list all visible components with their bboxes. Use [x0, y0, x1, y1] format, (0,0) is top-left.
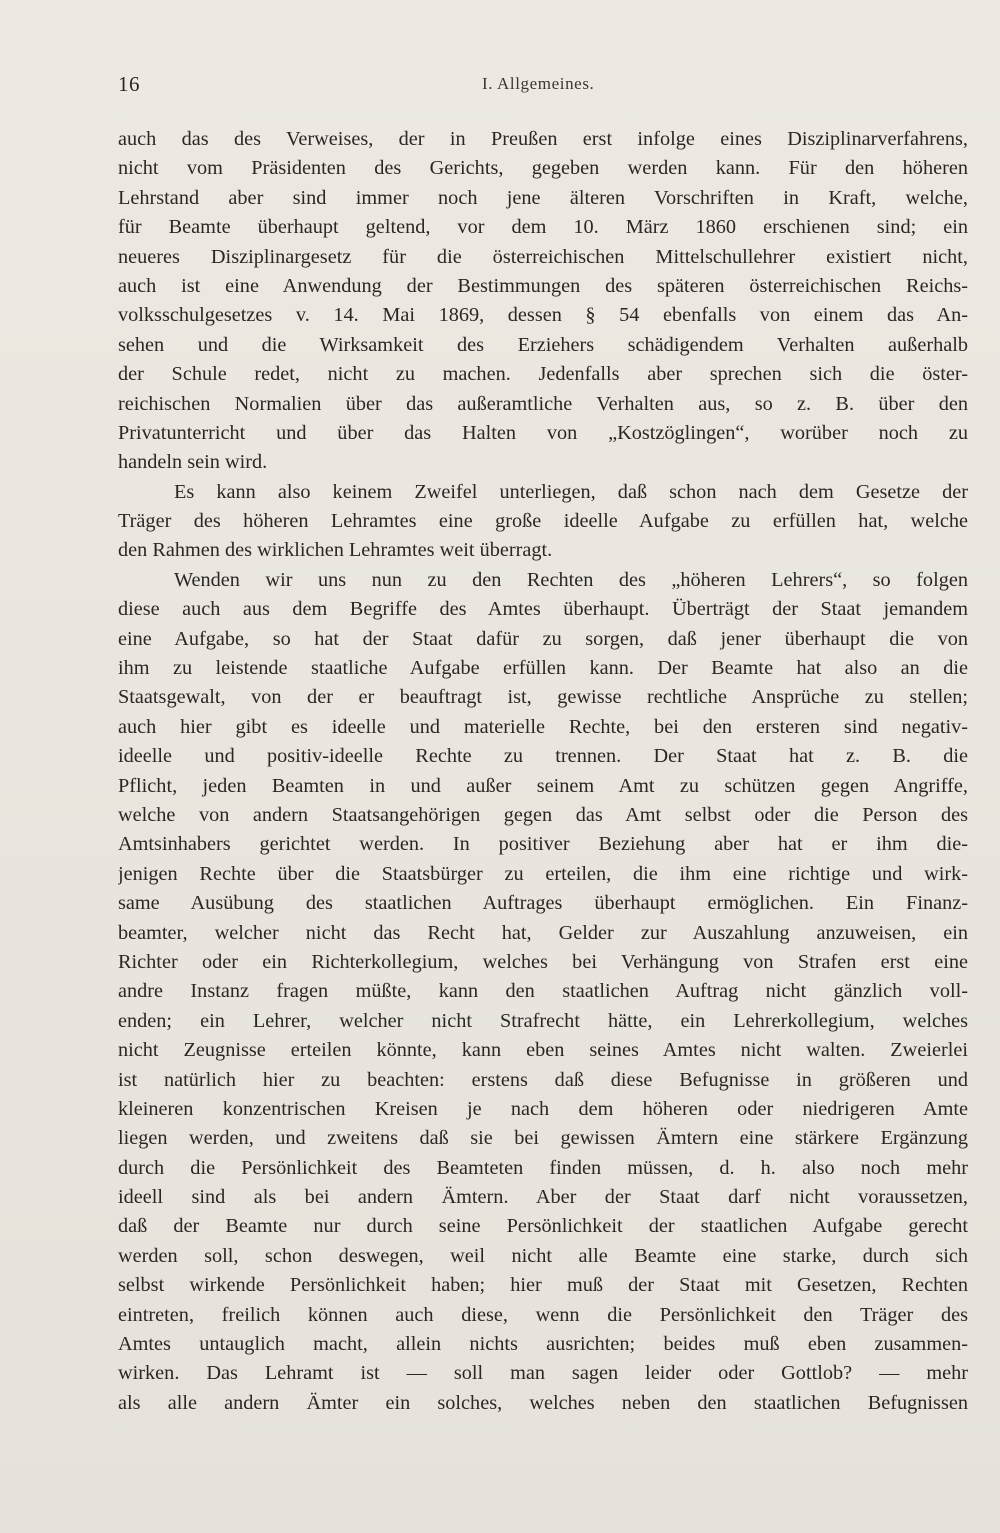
- text-line: handeln sein wird.: [118, 451, 268, 474]
- text-line: ihm zu leistende staatliche Aufgabe erfüllen kann. Der Beamte hat also an die: [118, 657, 968, 680]
- text-line: Amtes untauglich macht, allein nichts ausrichten; beides muß eben zusammen-: [118, 1333, 968, 1356]
- page-header: [118, 72, 968, 102]
- page-number: 16: [118, 72, 140, 96]
- text-line: reichischen Normalien über das außeramtliche Verhalten aus, so z. B. über den: [118, 392, 968, 415]
- text-line: auch das des Verweises, der in Preußen erst infolge eines Disziplinarverfahrens,: [118, 128, 968, 150]
- text-line: enden; ein Lehrer, welcher nicht Strafrecht hätte, ein Lehrerkollegium, welches: [118, 1009, 968, 1032]
- text-line: auch hier gibt es ideelle und materielle Rechte, bei den ersteren sind negativ-: [118, 715, 968, 738]
- text-line: Lehrstand aber sind immer noch jene älteren Vorschriften in Kraft, welche,: [118, 186, 968, 209]
- text-line: nicht vom Präsidenten des Gerichts, gegeben werden kann. Für den höheren: [118, 157, 968, 180]
- text-line: als alle andern Ämter ein solches, welches neben den staatlichen Befugnissen: [118, 1391, 968, 1414]
- running-head: I. Allgemeines.: [482, 74, 595, 93]
- text-line: jenigen Rechte über die Staatsbürger zu erteilen, die ihm eine richtige und wirk-: [118, 862, 968, 885]
- text-line: andre Instanz fragen müßte, kann den staatlichen Auftrag nicht gänzlich voll-: [118, 980, 968, 1003]
- text-line: welche von andern Staatsangehörigen gegen das Amt selbst oder die Person des: [118, 803, 968, 826]
- text-line: Privatunterricht und über das Halten von „Kostzöglingen“, worüber noch zu: [118, 421, 968, 444]
- text-line: neueres Disziplinargesetz für die österreichischen Mittelschullehrer existiert nicht,: [118, 245, 968, 268]
- text-line: sehen und die Wirksamkeit des Erziehers schädigendem Verhalten außerhalb: [118, 333, 968, 356]
- text-line: werden soll, schon deswegen, weil nicht alle Beamte eine starke, durch sich: [118, 1244, 968, 1267]
- text-line: durch die Persönlichkeit des Beamteten finden müssen, d. h. also noch mehr: [118, 1156, 968, 1179]
- text-line: same Ausübung des staatlichen Auftrages überhaupt ermöglichen. Ein Finanz-: [118, 892, 968, 915]
- text-line: kleineren konzentrischen Kreisen je nach dem höheren oder niedrigeren Amte: [118, 1097, 968, 1120]
- text-line: Amtsinhabers gerichtet werden. In positiver Beziehung aber hat er ihm die-: [118, 833, 968, 856]
- text-line: Träger des höheren Lehramtes eine große ideelle Aufgabe zu erfüllen hat, welche: [118, 510, 968, 533]
- text-line: Richter oder ein Richterkollegium, welches bei Verhängung von Strafen erst eine: [118, 950, 968, 973]
- text-line: nicht Zeugnisse erteilen könnte, kann eben seines Amtes nicht walten. Zweierlei: [118, 1039, 968, 1062]
- text-line: liegen werden, und zweitens daß sie bei gewissen Ämtern eine stärkere Ergänzung: [118, 1127, 968, 1150]
- text-line: eintreten, freilich können auch diese, wenn die Persönlichkeit den Träger des: [118, 1303, 968, 1326]
- text-line: wirken. Das Lehramt ist — soll man sagen leider oder Gottlob? — mehr: [118, 1362, 968, 1385]
- text-line: ist natürlich hier zu beachten: erstens daß diese Befugnisse in größeren und: [118, 1068, 968, 1091]
- text-line: eine Aufgabe, so hat der Staat dafür zu sorgen, daß jener überhaupt die von: [118, 627, 968, 650]
- text-line: den Rahmen des wirklichen Lehramtes weit überragt.: [118, 539, 553, 562]
- text-line: Es kann also keinem Zweifel unterliegen, daß schon nach dem Gesetze der: [174, 480, 968, 503]
- text-line: auch ist eine Anwendung der Bestimmungen des späteren österreichischen Reichs-: [118, 274, 968, 297]
- text-line: diese auch aus dem Begriffe des Amtes überhaupt. Überträgt der Staat jemandem: [118, 598, 968, 621]
- text-line: selbst wirkende Persönlichkeit haben; hier muß der Staat mit Gesetzen, Rechten: [118, 1274, 968, 1297]
- body-text: [118, 125, 968, 1418]
- text-line: beamter, welcher nicht das Recht hat, Gelder zur Auszahlung anzuweisen, ein: [118, 921, 968, 944]
- text-line: daß der Beamte nur durch seine Persönlichkeit der staatlichen Aufgabe gerecht: [118, 1215, 968, 1238]
- text-line: volksschulgesetzes v. 14. Mai 1869, dessen § 54 ebenfalls von einem das An-: [118, 304, 968, 327]
- text-line: ideell sind als bei andern Ämtern. Aber der Staat darf nicht voraussetzen,: [118, 1186, 968, 1209]
- text-line: für Beamte überhaupt geltend, vor dem 10. März 1860 erschienen sind; ein: [118, 216, 968, 239]
- text-line: ideelle und positiv-ideelle Rechte zu trennen. Der Staat hat z. B. die: [118, 745, 968, 768]
- text-line: Pflicht, jeden Beamten in und außer seinem Amt zu schützen gegen Angriffe,: [118, 774, 968, 797]
- text-line: Wenden wir uns nun zu den Rechten des „höheren Lehrers“, so folgen: [174, 568, 968, 591]
- text-line: Staatsgewalt, von der er beauftragt ist, gewisse rechtliche Ansprüche zu stellen;: [118, 686, 968, 709]
- text-line: der Schule redet, nicht zu machen. Jedenfalls aber sprechen sich die öster-: [118, 363, 968, 386]
